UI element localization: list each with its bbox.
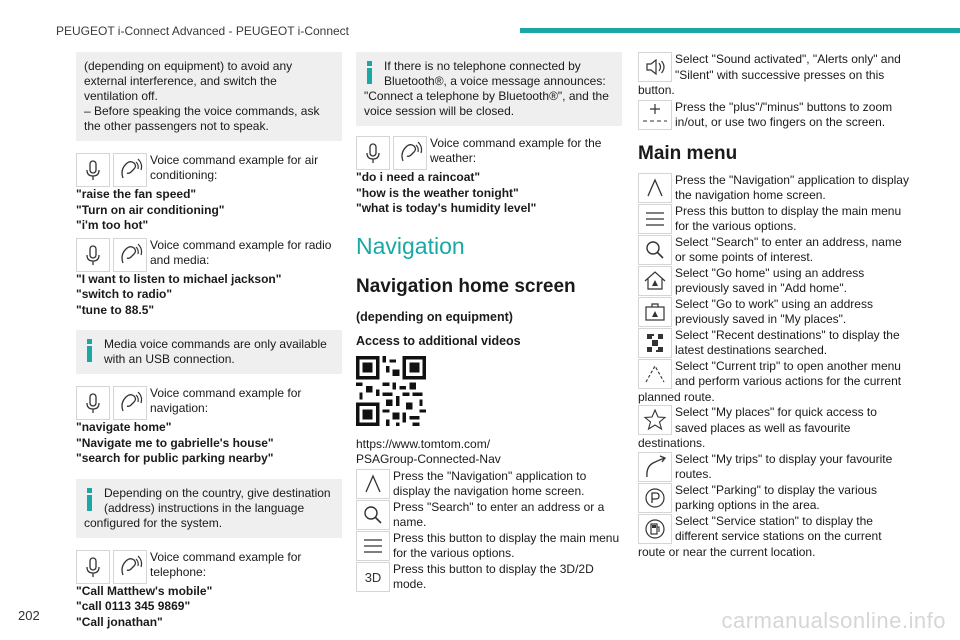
voice-radio-quote: "tune to 88.5" [76, 302, 155, 317]
header-title: PEUGEOT i-Connect Advanced - PEUGEOT i-Connect [56, 24, 350, 38]
microphone-icon [356, 136, 390, 170]
voice-ac-quote: "Turn on air conditioning" [76, 202, 225, 217]
nav-item [356, 562, 622, 593]
nav-home-items [356, 469, 622, 593]
note-language [76, 479, 342, 538]
search-icon [638, 235, 672, 265]
menu-item-text: Select "Current trip" to open another menu and perform various actions for the current planned route. [638, 358, 902, 404]
microphone-icon [76, 238, 110, 272]
note-text: Depending on the country, give destination (address) instructions in the language configured for the system. [84, 485, 331, 530]
main-menu-heading: Main menu [638, 142, 738, 164]
svg-text:3D: 3D [364, 569, 382, 585]
current-trip-icon [638, 359, 672, 389]
voice-radio-quote: "I want to listen to michael jackson" [76, 271, 282, 286]
nav-item [356, 500, 622, 531]
menu-item [638, 235, 910, 266]
voice-nav-quote: "Navigate me to gabrielle's house" [76, 435, 274, 450]
page-header [0, 0, 960, 40]
voice-tel-block [76, 550, 342, 631]
info-icon [364, 61, 376, 84]
menu-item-text: Select "Search" to enter an address, name or some points of interest. [675, 234, 902, 264]
voice-nav-block [76, 386, 342, 467]
voice-ac-text: Voice command example for air conditioning: [150, 153, 319, 182]
note-text: If there is no telephone connected by Bluetooth®, a voice message announces: "Connect a telephone by Bluetooth®", and the voice session will be closed. [364, 59, 609, 118]
voice-weather-block [356, 136, 622, 217]
note-usb [76, 330, 342, 374]
voice-ac-quote: "raise the fan speed" [76, 187, 197, 201]
note-ventilation [76, 52, 342, 141]
menu-item [638, 514, 910, 561]
microphone-icon [76, 550, 110, 584]
column-right [638, 52, 910, 560]
equipment-note: (depending on equipment) [356, 309, 513, 324]
speaker-icon [638, 52, 672, 82]
info-icon [84, 488, 96, 511]
videos-label: Access to additional videos [356, 333, 521, 348]
voice-weather-quote: "do i need a raincoat" [356, 170, 481, 184]
video-url-link[interactable]: https://www.tomtom.com/ PSAGroup-Connected-Nav [356, 436, 501, 466]
menu-item [638, 204, 910, 235]
voice-weather-quote: "what is today's humidity level" [356, 201, 537, 215]
fuel-station-icon [638, 514, 672, 544]
sound-text: Select "Sound activated", "Alerts only" and "Silent" with successive presses on this button. [638, 52, 901, 97]
voice-ac-block [76, 153, 342, 234]
main-menu-items [638, 173, 910, 561]
note-bluetooth [356, 52, 622, 126]
menu-item-text: Select "My trips" to display your favourite routes. [675, 451, 893, 481]
subsection-heading: Navigation home screen [356, 275, 576, 297]
voice-command-icon [113, 550, 147, 584]
voice-radio-quote: "switch to radio" [76, 287, 173, 301]
menu-item-text: Press this button to display the main menu for the various options. [675, 203, 902, 233]
zoom-item [638, 100, 910, 131]
watermark: carmanualsonline.info [721, 608, 946, 633]
voice-command-icon [113, 386, 147, 420]
voice-tel-quote: "call 0113 345 9869" [76, 599, 191, 613]
voice-weather-quote: "how is the weather tonight" [356, 185, 519, 200]
voice-nav-text: Voice command example for navigation: [150, 386, 302, 415]
menu-item-text: Press the "Navigation" application to display the navigation home screen. [675, 172, 909, 202]
menu-icon [638, 204, 672, 234]
navigation-arrow-icon [356, 469, 390, 499]
nav-item-text: Press this button to display the main menu for the various options. [393, 530, 620, 560]
nav-item-text: Press "Search" to enter an address or a name. [393, 499, 605, 529]
voice-radio-block [76, 238, 342, 319]
voice-command-icon [393, 136, 427, 170]
search-icon [356, 500, 390, 530]
menu-item-text: Select "Parking" to display the various parking options in the area. [675, 482, 877, 512]
recent-destinations-icon [638, 328, 672, 358]
nav-item-text: Press this button to display the 3D/2D mode. [393, 561, 594, 591]
column-left [76, 52, 342, 630]
voice-radio-text: Voice command example for radio and media: [150, 237, 332, 267]
voice-tel-quote: "Call Matthew's mobile" [76, 583, 213, 598]
voice-tel-text: Voice command example for telephone: [150, 549, 302, 579]
menu-icon [356, 531, 390, 561]
nav-item [356, 469, 622, 500]
menu-item [638, 173, 910, 204]
nav-item [356, 531, 622, 562]
header-accent-bar [520, 28, 960, 33]
note-text: (depending on equipment) to avoid any external interference, and switch the ventilation off. – Before speaking the voice commands, ask the other passengers not to speak. [84, 59, 320, 133]
zoom-plus-minus-icon [638, 100, 672, 130]
menu-item [638, 328, 910, 359]
my-trips-icon [638, 452, 672, 482]
voice-weather-text: Voice command example for the weather: [430, 136, 602, 165]
note-text: Media voice commands are only available with an USB connection. [104, 337, 327, 366]
voice-command-icon [113, 153, 147, 187]
menu-item [638, 266, 910, 297]
info-icon [84, 339, 96, 362]
sound-item [638, 52, 910, 99]
star-icon [638, 405, 672, 435]
menu-item-text: Select "Recent destinations" to display the latest destinations searched. [675, 327, 900, 357]
voice-nav-quote: "search for public parking nearby" [76, 451, 274, 465]
menu-item [638, 359, 910, 406]
voice-nav-quote: "navigate home" [76, 420, 172, 434]
navigation-arrow-icon [638, 173, 672, 203]
voice-command-icon [113, 238, 147, 272]
column-middle [356, 52, 622, 593]
menu-item-text: Select "Service station" to display the different service stations on the current route or near the current location. [638, 513, 882, 559]
qr-code-icon[interactable] [356, 356, 426, 426]
menu-item-text: Select "Go to work" using an address previously saved in "My places". [675, 296, 873, 326]
microphone-icon [76, 153, 110, 187]
home-icon [638, 266, 672, 296]
parking-icon [638, 483, 672, 513]
menu-item-text: Select "Go home" using an address previously saved in "Add home". [675, 265, 865, 295]
3d-icon [356, 562, 390, 592]
page-number: 202 [18, 608, 40, 623]
microphone-icon [76, 386, 110, 420]
voice-ac-quote: "i'm too hot" [76, 218, 149, 232]
zoom-text: Press the "plus"/"minus" buttons to zoom in/out, or use two fingers on the screen. [675, 99, 893, 129]
nav-item-text: Press the "Navigation" application to display the navigation home screen. [393, 468, 587, 498]
section-heading: Navigation [356, 232, 465, 259]
voice-tel-quote: "Call jonathan" [76, 614, 163, 629]
menu-item [638, 297, 910, 328]
menu-item-text: Select "My places" for quick access to saved places as well as favourite destinations. [638, 405, 877, 450]
menu-item [638, 483, 910, 514]
menu-item [638, 452, 910, 483]
menu-item [638, 405, 910, 452]
work-icon [638, 297, 672, 327]
